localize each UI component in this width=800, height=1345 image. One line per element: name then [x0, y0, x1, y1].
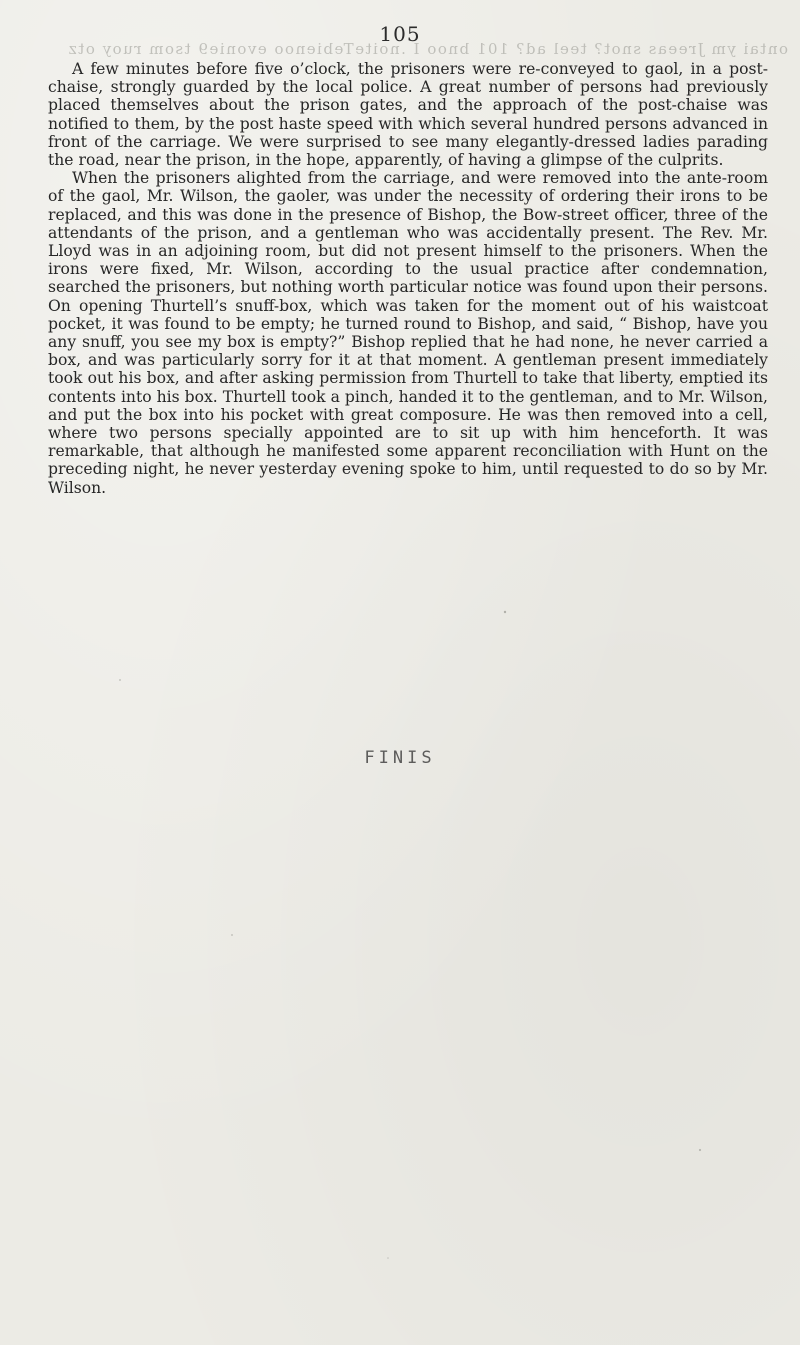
body-text — [48, 60, 768, 497]
page-number: 105 — [379, 22, 421, 46]
bleed-through-text: ontai ym Jreeas snot? teel ad? 101 bnoo I .noiteTebienoo evonie9 tsom ruoy otz — [67, 40, 788, 58]
finis-mark: FINIS — [364, 748, 436, 768]
paragraph-ante-room: When the prisoners alighted from the carriage, and were removed into the ante-room of the gaol, Mr. Wilson, the gaoler, was under the necessity of ordering their irons to be replaced, and this was done in the presence of Bishop, the Bow-street officer, three of the attendants of the prison, and a gentleman who was accidentally present. The Rev. Mr. Lloyd was in an adjoining room, but did not present himself to the prisoners. When the irons were fixed, Mr. Wilson, according to the usual practice after condemnation, searched the prisoners, but nothing worth particular notice was found upon their persons. On opening Thurtell’s snuff-box, which was taken for the moment out of his waistcoat pocket, it was found to be empty; he turned round to Bishop, and said, “ Bishop, have you any snuff, you see my box is empty?” Bishop replied that he had none, he never carried a box, and was particularly sorry for it at that moment. A gentleman present immediately took out his box, and after asking permission from Thurtell to take that liberty, emptied its contents into his box. Thurtell took a pinch, handed it to the gentleman, and to Mr. Wilson, and put the box into his pocket with great composure. He was then removed into a cell, where two persons specially appointed are to sit up with him henceforth. It was remarkable, that although he manifested some apparent reconciliation with Hunt on the preceding night, he never yesterday evening spoke to him, until requested to do so by Mr. Wilson. — [48, 169, 768, 497]
paragraph-arrival: A few minutes before five o’clock, the prisoners were re-conveyed to gaol, in a post-chaise, strongly guarded by the local police. A great number of persons had previously placed themselves about the prison gates, and the approach of the post-chaise was notified to them, by the post haste speed with which several hundred persons advanced in front of the carriage. We were surprised to see many elegantly-dressed ladies parading the road, near the prison, in the hope, apparently, of having a glimpse of the culprits. — [48, 60, 768, 170]
